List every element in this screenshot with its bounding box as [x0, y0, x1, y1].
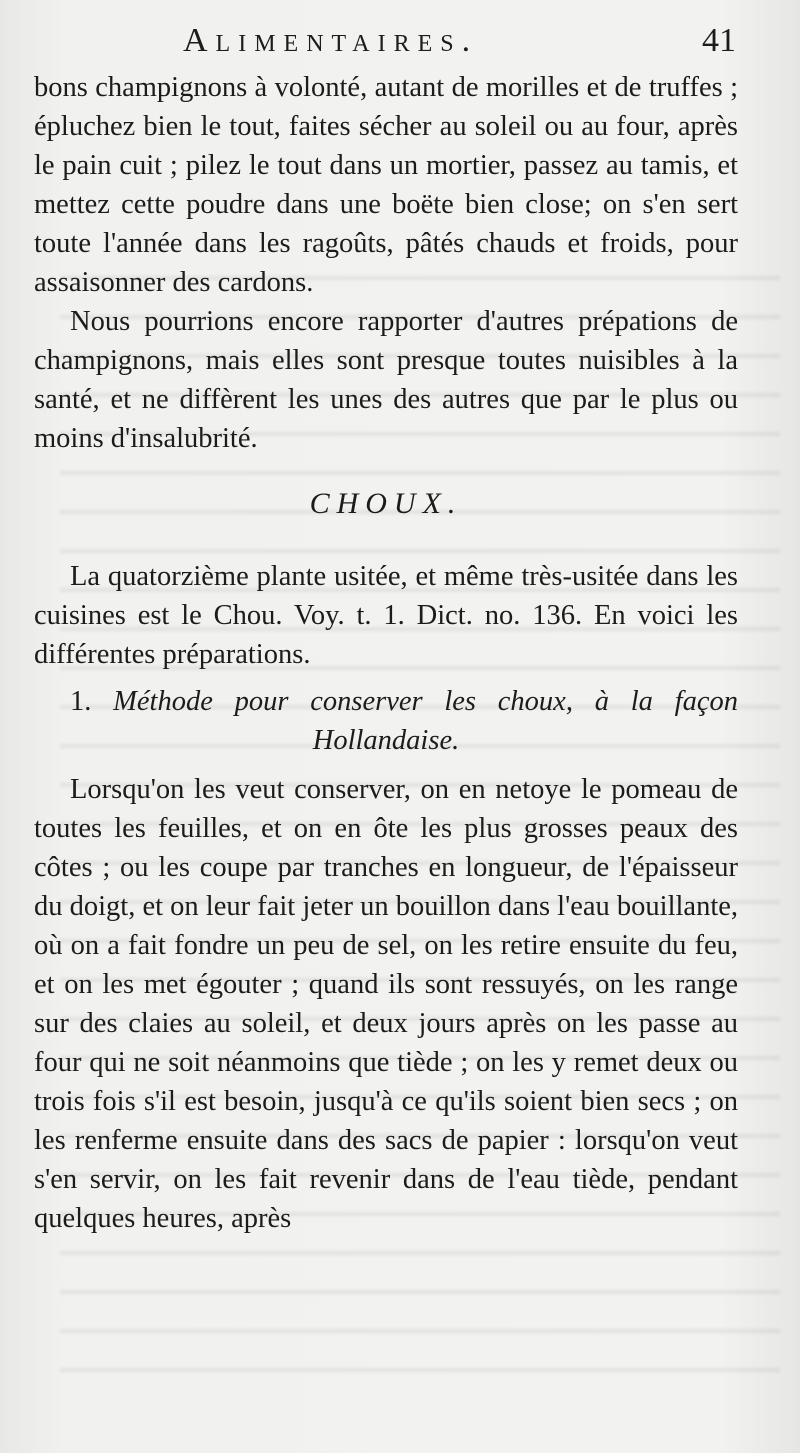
method-subheading [34, 682, 738, 760]
section-heading-choux: CHOUX. [309, 487, 463, 520]
page-number: 41 [702, 22, 736, 59]
paragraph-champignons-note: Nous pourrions encore rapporter d'autres prépations de champignons, mais elles sont presque toutes nuisibles à la santé, et ne diffèrent les unes des autres que par le plus ou moins d'insalubrité. [34, 306, 738, 454]
running-title: Alimentaires. [183, 22, 479, 59]
method-title: Méthode pour conserver les choux, à la façon [113, 686, 738, 717]
paragraph-choux-intro: La quatorzième plante usitée, et même très-usitée dans les cuisines est le Chou. Voy. t. 1. Dict. no. 136. En voici les différentes préparations. [34, 561, 738, 670]
paragraph-continuation: bons champignons à volonté, autant de morilles et de truffes ; épluchez bien le tout, faites sécher au soleil ou au four, après le pain cuit ; pilez le tout dans un mortier, passez au tamis, et mettez cette poudre dans une boëte bien close; on s'en sert toute l'année dans les ragoûts, pâtés chauds et froids, pour assaisonner des cardons. [34, 72, 738, 298]
paragraph-conservation-method: Lorsqu'on les veut conserver, on en netoye le pomeau de toutes les feuilles, et on en ôte les plus grosses peaux des côtes ; ou les coupe par tranches en longueur, de l'épaisseur du doigt, et on leur fait jeter un bouillon dans l'eau bouillante, où on a fait fondre un peu de sel, on les retire ensuite du feu, et on les met égouter ; quand ils sont ressuyés, on les range sur des claies au soleil, et deux jours après on les passe au four qui ne soit néanmoins que tiède ; on les y remet deux ou trois fois s'il est besoin, jusqu'à ce qu'ils soient bien secs ; on les renferme ensuite dans des sacs de papier : lorsqu'on veut s'en servir, on les fait revenir dans de l'eau tiède, pendant quelques heures, après [34, 774, 739, 1234]
method-number: 1. [70, 686, 92, 717]
method-subheading-line1 [34, 682, 738, 721]
page-header [0, 22, 800, 70]
method-subheading-line2: Hollandaise. [312, 725, 460, 756]
body-text [34, 68, 738, 1238]
